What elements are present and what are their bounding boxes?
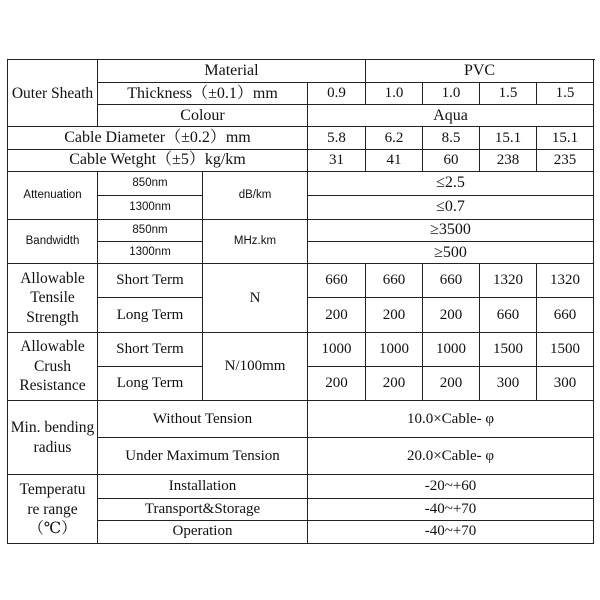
cable-weight-value: 41 bbox=[366, 149, 423, 171]
tensile-short-value: 1320 bbox=[480, 264, 537, 298]
crush-short-value: 1500 bbox=[480, 332, 537, 366]
attenuation-label: Attenuation bbox=[8, 171, 98, 219]
thickness-value: 0.9 bbox=[308, 83, 366, 105]
outer-sheath-label: Outer Sheath bbox=[8, 60, 98, 127]
tensile-short-label: Short Term bbox=[98, 264, 203, 298]
attenuation-value: ≤2.5 bbox=[308, 171, 594, 195]
table-row bbox=[8, 127, 594, 149]
temperature-operation-label: Operation bbox=[98, 520, 308, 543]
thickness-value: 1.5 bbox=[537, 83, 594, 105]
tensile-short-value: 1320 bbox=[537, 264, 594, 298]
cable-spec-table bbox=[7, 59, 594, 544]
temperature-transport-value: -40~+70 bbox=[308, 498, 594, 520]
tensile-label: Allowable Tensile Strength bbox=[8, 264, 98, 332]
thickness-value: 1.5 bbox=[480, 83, 537, 105]
table-row bbox=[8, 264, 594, 298]
temperature-installation-value: -20~+60 bbox=[308, 475, 594, 498]
tensile-short-value: 660 bbox=[308, 264, 366, 298]
thickness-label: Thickness（±0.1）mm bbox=[98, 83, 308, 105]
thickness-value: 1.0 bbox=[366, 83, 423, 105]
crush-short-value: 1000 bbox=[366, 332, 423, 366]
material-value: PVC bbox=[366, 60, 594, 83]
bending-under-value: 20.0×Cable- φ bbox=[308, 438, 594, 475]
material-label: Material bbox=[98, 60, 366, 83]
crush-short-value: 1000 bbox=[308, 332, 366, 366]
crush-short-value: 1000 bbox=[423, 332, 480, 366]
table-row bbox=[8, 149, 594, 171]
attenuation-value: ≤0.7 bbox=[308, 195, 594, 219]
cable-weight-value: 60 bbox=[423, 149, 480, 171]
cable-diameter-value: 6.2 bbox=[366, 127, 423, 149]
crush-short-label: Short Term bbox=[98, 332, 203, 366]
cable-diameter-value: 8.5 bbox=[423, 127, 480, 149]
tensile-long-value: 660 bbox=[537, 298, 594, 332]
bandwidth-label: Bandwidth bbox=[8, 219, 98, 263]
table-row bbox=[8, 60, 594, 83]
attenuation-wavelength: 1300nm bbox=[98, 195, 203, 219]
bandwidth-value: ≥3500 bbox=[308, 219, 594, 241]
bandwidth-wavelength: 1300nm bbox=[98, 242, 203, 264]
cable-weight-value: 238 bbox=[480, 149, 537, 171]
temperature-transport-label: Transport&Storage bbox=[98, 498, 308, 520]
table-row bbox=[8, 400, 594, 437]
attenuation-wavelength: 850nm bbox=[98, 171, 203, 195]
temperature-label: Temperatu re range （℃） bbox=[8, 475, 98, 544]
bandwidth-unit: MHz.km bbox=[203, 219, 308, 263]
tensile-long-value: 660 bbox=[480, 298, 537, 332]
crush-long-label: Long Term bbox=[98, 366, 203, 400]
tensile-long-value: 200 bbox=[423, 298, 480, 332]
table-row bbox=[8, 219, 594, 241]
cable-diameter-value: 15.1 bbox=[480, 127, 537, 149]
crush-unit: N/100mm bbox=[203, 332, 308, 400]
cable-weight-value: 31 bbox=[308, 149, 366, 171]
table-row bbox=[8, 171, 594, 195]
tensile-long-label: Long Term bbox=[98, 298, 203, 332]
attenuation-unit: dB/km bbox=[203, 171, 308, 219]
temperature-installation-label: Installation bbox=[98, 475, 308, 498]
table-row bbox=[8, 332, 594, 366]
crush-long-value: 300 bbox=[480, 366, 537, 400]
thickness-value: 1.0 bbox=[423, 83, 480, 105]
crush-label: Allowable Crush Resistance bbox=[8, 332, 98, 400]
tensile-short-value: 660 bbox=[423, 264, 480, 298]
crush-long-value: 200 bbox=[308, 366, 366, 400]
cable-diameter-label: Cable Diameter（±0.2）mm bbox=[8, 127, 308, 149]
bending-without-label: Without Tension bbox=[98, 400, 308, 437]
bending-under-label: Under Maximum Tension bbox=[98, 438, 308, 475]
crush-long-value: 300 bbox=[537, 366, 594, 400]
crush-short-value: 1500 bbox=[537, 332, 594, 366]
table-row bbox=[8, 475, 594, 498]
tensile-unit: N bbox=[203, 264, 308, 332]
tensile-long-value: 200 bbox=[308, 298, 366, 332]
crush-long-value: 200 bbox=[423, 366, 480, 400]
colour-label: Colour bbox=[98, 105, 308, 127]
cable-weight-value: 235 bbox=[537, 149, 594, 171]
cable-diameter-value: 15.1 bbox=[537, 127, 594, 149]
tensile-short-value: 660 bbox=[366, 264, 423, 298]
bending-without-value: 10.0×Cable- φ bbox=[308, 400, 594, 437]
bandwidth-value: ≥500 bbox=[308, 242, 594, 264]
cable-weight-label: Cable Wetght（±5）kg/km bbox=[8, 149, 308, 171]
bending-label: Min. bending radius bbox=[8, 400, 98, 474]
tensile-long-value: 200 bbox=[366, 298, 423, 332]
bandwidth-wavelength: 850nm bbox=[98, 219, 203, 241]
cable-diameter-value: 5.8 bbox=[308, 127, 366, 149]
crush-long-value: 200 bbox=[366, 366, 423, 400]
colour-value: Aqua bbox=[308, 105, 594, 127]
temperature-operation-value: -40~+70 bbox=[308, 520, 594, 543]
